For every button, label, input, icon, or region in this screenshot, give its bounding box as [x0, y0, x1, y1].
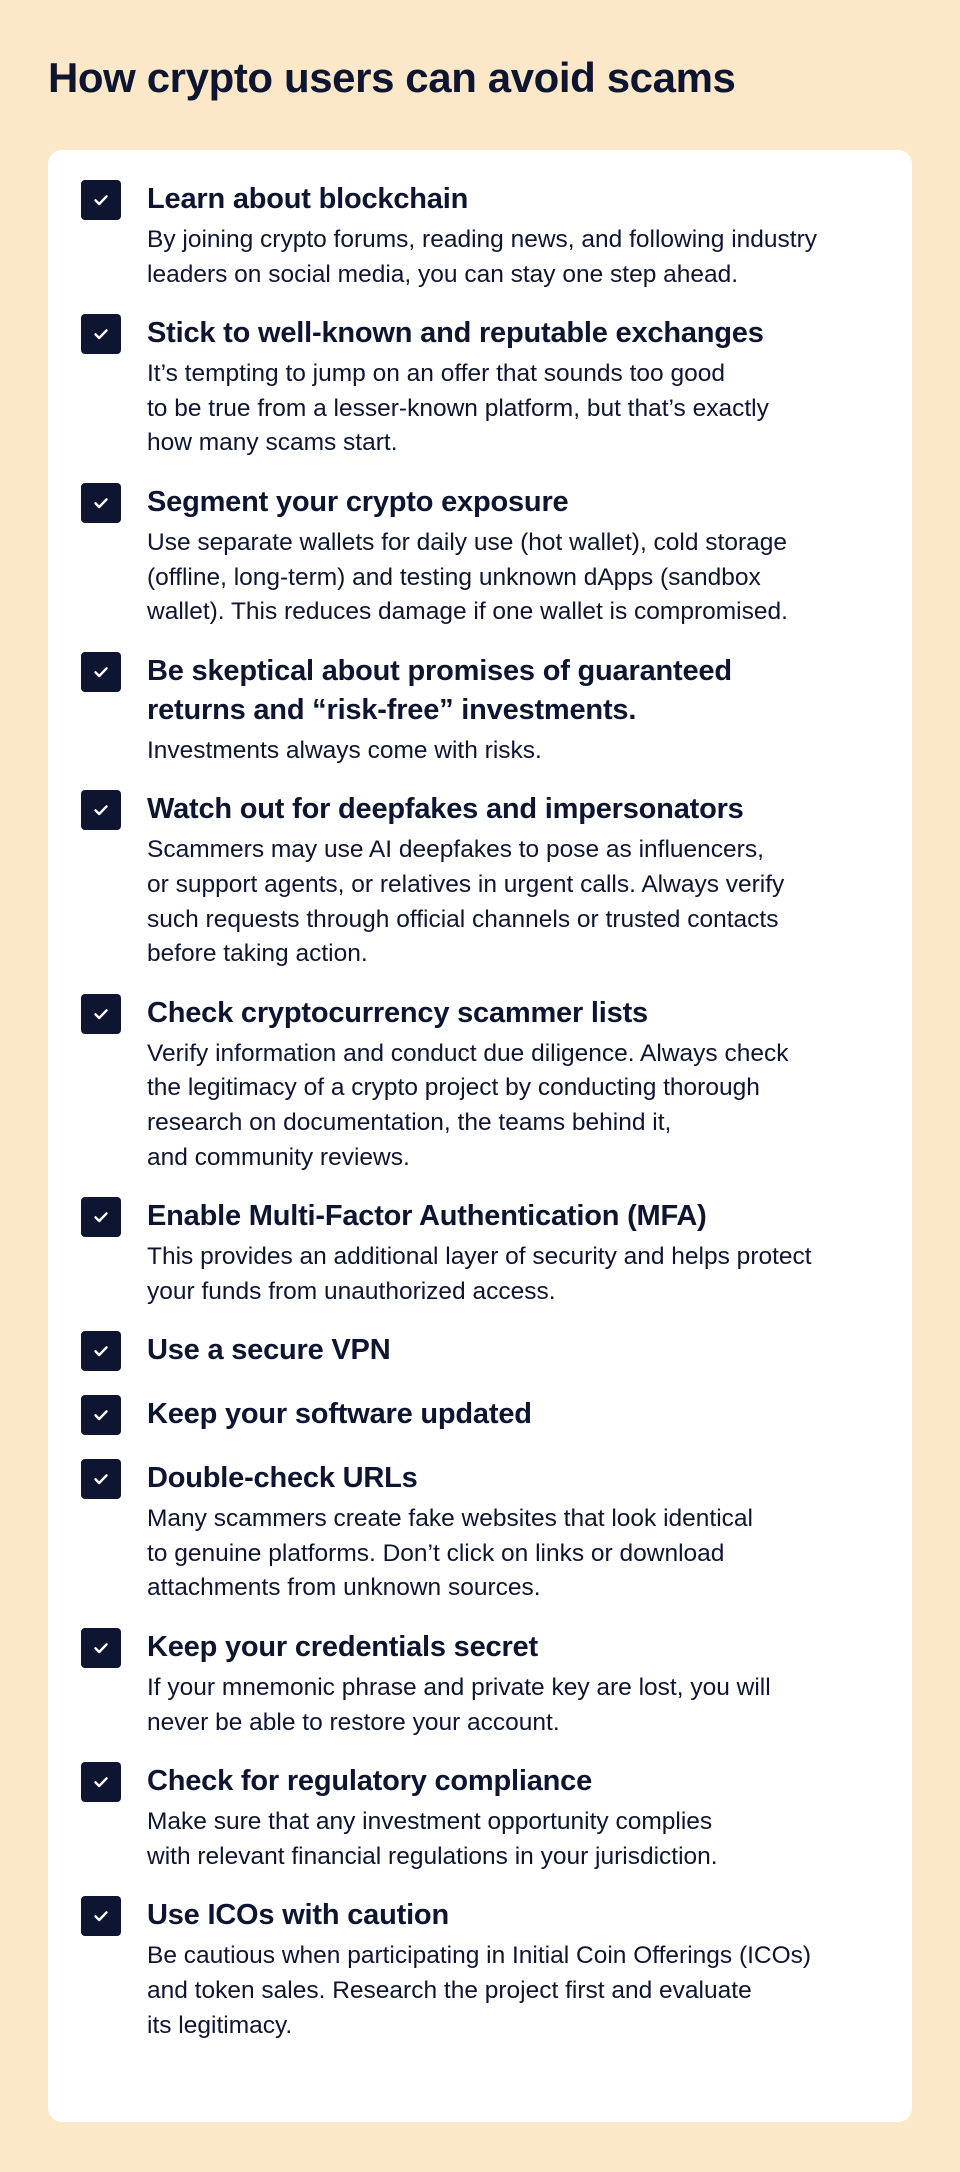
checkmark-icon	[92, 494, 110, 512]
tip-title: Watch out for deepfakes and impersonators	[147, 793, 744, 826]
checkmark-icon	[92, 325, 110, 343]
tip-item	[81, 994, 882, 1175]
tip-item	[81, 1896, 882, 2043]
tip-title: Check for regulatory compliance	[147, 1765, 593, 1798]
tip-description: This provides an additional layer of security and helps protect your funds from unauthorized access.	[147, 1243, 812, 1305]
tip-description: Be cautious when participating in Initial Coin Offerings (ICOs) and token sales. Research the project first and evaluate its legitimacy.	[147, 1942, 812, 2039]
checkbox-checked[interactable]	[81, 1197, 121, 1237]
tip-item	[81, 1628, 882, 1740]
checkmark-icon	[92, 663, 110, 681]
tip-title: Use a secure VPN	[147, 1334, 391, 1367]
checkbox-checked[interactable]	[81, 314, 121, 354]
tip-title: Enable Multi-Factor Authentication (MFA)	[147, 1200, 707, 1233]
checkmark-icon	[92, 1406, 110, 1424]
tip-description: Many scammers create fake websites that look identical to genuine platforms. Don’t click on links or download attachments from unknown sources.	[147, 1505, 753, 1602]
tip-item	[81, 1197, 882, 1309]
checkmark-icon	[92, 1208, 110, 1226]
tip-item	[81, 790, 882, 971]
checkbox-checked[interactable]	[81, 1459, 121, 1499]
tip-description: If your mnemonic phrase and private key are lost, you will never be able to restore your account.	[147, 1674, 771, 1736]
tip-item	[81, 483, 882, 630]
tip-title: Learn about blockchain	[147, 183, 469, 215]
tip-item	[81, 314, 882, 461]
checkmark-icon	[92, 1342, 110, 1360]
tip-title: Keep your software updated	[147, 1398, 532, 1431]
tip-title: Be skeptical about promises of guaranteed returns and “risk-free” investments.	[147, 654, 732, 726]
checkmark-icon	[92, 1639, 110, 1657]
checkbox-checked[interactable]	[81, 790, 121, 830]
page-title: How crypto users can avoid scams	[48, 54, 736, 101]
tip-description: It’s tempting to jump on an offer that sounds too good to be true from a lesser-known platform, but that’s exactly how many scams start.	[147, 360, 769, 457]
checkbox-checked[interactable]	[81, 483, 121, 523]
checkbox-checked[interactable]	[81, 1331, 121, 1371]
tip-title: Stick to well-known and reputable exchanges	[147, 317, 764, 350]
tip-title: Keep your credentials secret	[147, 1631, 538, 1664]
tip-item	[81, 1762, 882, 1874]
tip-title: Double-check URLs	[147, 1462, 418, 1495]
tip-description: Make sure that any investment opportunity complies with relevant financial regulations in your jurisdiction.	[147, 1808, 718, 1870]
tips-card	[48, 150, 912, 2122]
tip-title: Check cryptocurrency scammer lists	[147, 996, 648, 1029]
checkmark-icon	[92, 1005, 110, 1023]
checkbox-checked[interactable]	[81, 1896, 121, 1936]
checkbox-checked[interactable]	[81, 180, 121, 220]
checkmark-icon	[92, 191, 110, 209]
checkmark-icon	[92, 801, 110, 819]
tip-item	[81, 652, 882, 769]
tip-item	[81, 1395, 882, 1435]
tip-item	[81, 1459, 882, 1606]
checkbox-checked[interactable]	[81, 1762, 121, 1802]
tip-description: Investments always come with risks.	[147, 736, 542, 764]
checkbox-checked[interactable]	[81, 652, 121, 692]
tip-description: Scammers may use AI deepfakes to pose as influencers, or support agents, or relatives in urgent calls. Always verify such requests through official channels or trusted contacts before taking action.	[147, 836, 785, 968]
tip-description: Verify information and conduct due diligence. Always check the legitimacy of a crypto project by conducting thorough research on documentation, the teams behind it, and community reviews.	[147, 1039, 789, 1171]
checkbox-checked[interactable]	[81, 994, 121, 1034]
checkmark-icon	[92, 1470, 110, 1488]
tip-title: Segment your crypto exposure	[147, 485, 569, 518]
checkbox-checked[interactable]	[81, 1628, 121, 1668]
tip-item	[81, 180, 882, 292]
tip-item	[81, 1331, 882, 1371]
tip-title: Use ICOs with caution	[147, 1899, 449, 1932]
tip-description: Use separate wallets for daily use (hot wallet), cold storage (offline, long-term) and testing unknown dApps (sandbox wallet). This reduces damage if one wallet is compromised.	[147, 528, 788, 626]
checkbox-checked[interactable]	[81, 1395, 121, 1435]
tip-description: By joining crypto forums, reading news, and following industry leaders on social media, you can stay one step ahead.	[147, 226, 818, 288]
checkmark-icon	[92, 1907, 110, 1925]
checkmark-icon	[92, 1773, 110, 1791]
